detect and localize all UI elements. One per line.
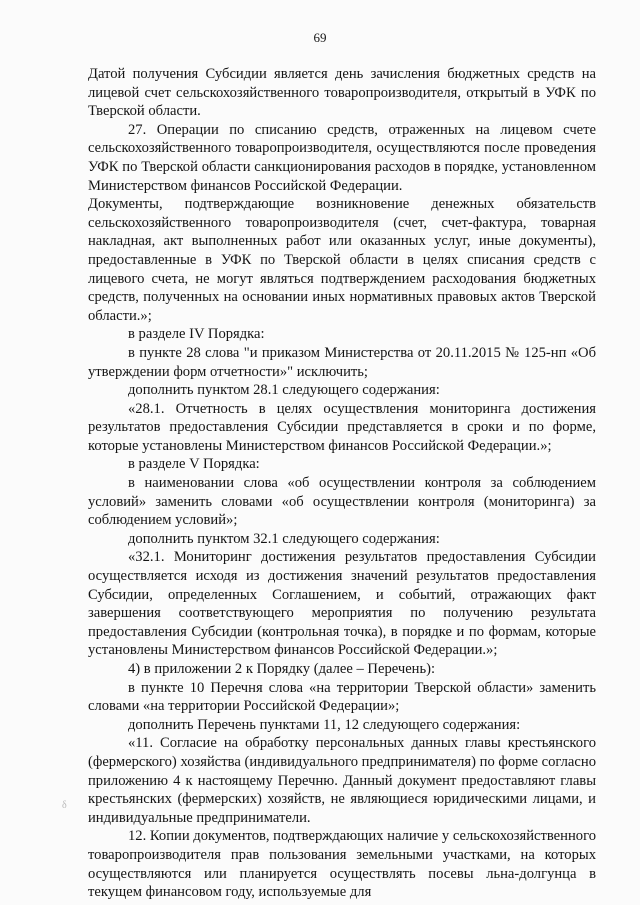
paragraph: «28.1. Отчетность в целях осуществления мониторинга достижения результатов предоставления Субсидии представляется в сроки и по форме, которые установлены Министерством финансов Российской Федерации.»; xyxy=(88,400,596,454)
paragraph: в разделе V Порядка: xyxy=(128,456,260,473)
paragraph: дополнить пунктом 28.1 следующего содержания: xyxy=(128,382,440,399)
paragraph: в пункте 28 слова "и приказом Министерства от 20.11.2015 № 125-нп «Об утверждении форм отчетности»" исключить; xyxy=(88,344,596,380)
paragraph: дополнить Перечень пунктами 11, 12 следующего содержания: xyxy=(128,716,521,733)
document-body xyxy=(88,65,596,902)
paragraph: в пункте 10 Перечня слова «на территории Тверской области» заменить словами «на территории Российской Федерации»; xyxy=(88,679,596,715)
paragraph: 27. Операции по списанию средств, отраженных на лицевом счете сельскохозяйственного товаропроизводителя, осуществляются после проведения УФК по Тверской области санкционирования расходов в порядке, установленном Министерством финансов Российской Федерации. xyxy=(88,121,596,194)
scan-artifact-mark: δ xyxy=(62,800,67,811)
paragraph: 4) в приложении 2 к Порядку (далее – Перечень): xyxy=(128,661,436,677)
page-number: 69 xyxy=(313,30,327,45)
paragraph: в разделе IV Порядка: xyxy=(128,326,265,343)
paragraph: дополнить пунктом 32.1 следующего содержания: xyxy=(128,530,440,547)
paragraph: Датой получения Субсидии является день зачисления бюджетных средств на лицевой счет сельскохозяйственного товаропроизводителя, открытый в УФК по Тверской области. xyxy=(88,66,596,120)
paragraph: 12. Копии документов, подтверждающих наличие у сельскохозяйственного товаропроизводителя прав пользования земельными участками, на которых осуществляются или планируется осуществлять посевы льна-долгунца в текущем финансовом году, используемые для xyxy=(88,828,596,901)
paragraph: Документы, подтверждающие возникновение денежных обязательств сельскохозяйственного товаропроизводителя (счет, счет-фактура, товарная накладная, акт выполненных работ или оказанных услуг, иные документы), предоставленные в УФК по Тверской области в целях списания средств с лицевого счета, не могут являться подтверждением расходования бюджетных средств, полученных на основании иных нормативных правовых актов Тверской области.»; xyxy=(88,196,596,324)
paragraph: в наименовании слова «об осуществлении контроля за соблюдением условий» заменить словами «об осуществлении контроля (мониторинга) за соблюдением условий»; xyxy=(88,475,596,529)
paragraph: «32.1. Мониторинг достижения результатов предоставления Субсидии осуществляется исходя из достижения значений результатов предоставления Субсидии, определенных Соглашением, и событий, отражающих факт завершения соответствующего мероприятия по получению результата предоставления Субсидии (контрольная точка), в порядке и по формам, которые установлены Министерством финансов Российской Федерации.»; xyxy=(88,549,596,659)
paragraph: «11. Согласие на обработку персональных данных главы крестьянского (фермерского) хозяйства (индивидуального предпринимателя) по форме согласно приложению 4 к настоящему Перечню. Данный документ предоставляют главы крестьянских (фермерских) хозяйств, не являющиеся юридическими лицами, и индивидуальные предприниматели. xyxy=(88,735,596,826)
